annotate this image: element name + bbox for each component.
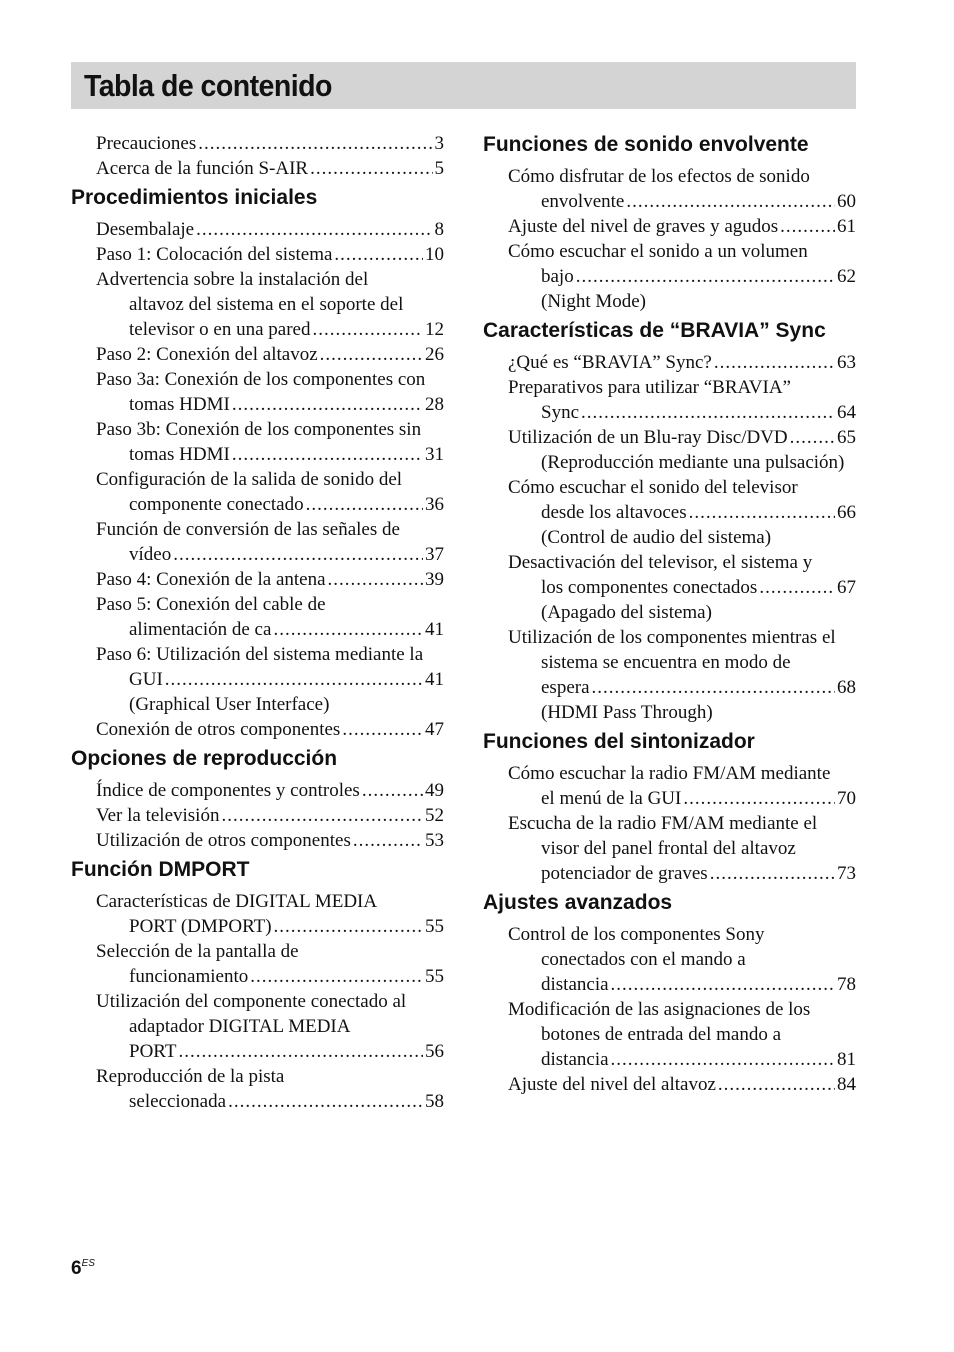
toc-intro-entries	[96, 131, 444, 181]
toc-entry-last-line	[96, 1089, 444, 1114]
toc-entry[interactable]	[508, 550, 856, 625]
toc-entry-line: Selección de la pantalla de	[96, 941, 299, 962]
toc-entry[interactable]	[96, 803, 444, 828]
toc-entry[interactable]	[96, 217, 444, 242]
toc-entry-line: Desactivación del televisor, el sistema y	[508, 552, 813, 573]
toc-entry-line: Paso 6: Utilización del sistema mediante la	[96, 644, 424, 665]
toc-entry-text: funcionamiento	[129, 966, 249, 987]
toc-entry-line: Escucha de la radio FM/AM mediante el	[508, 813, 818, 834]
toc-entry-text: envolvente	[541, 191, 625, 212]
section-heading: Funciones de sonido envolvente	[483, 133, 809, 156]
toc-page-number: 60	[837, 191, 856, 212]
section-entries	[508, 922, 856, 1097]
toc-entry-line: Utilización del componente conectado al	[96, 991, 407, 1012]
toc-page-number: 10	[425, 244, 444, 265]
dot-leader	[611, 1047, 835, 1072]
dot-leader	[592, 675, 835, 700]
toc-page-number: 63	[837, 352, 856, 373]
toc-entry-line: Cómo escuchar la radio FM/AM mediante	[508, 763, 831, 784]
toc-entry[interactable]	[508, 214, 856, 239]
toc-page-number: 47	[425, 719, 444, 740]
section-entries	[508, 350, 856, 725]
section-entries	[96, 217, 444, 742]
toc-entry[interactable]	[96, 717, 444, 742]
toc-page-number: 52	[425, 805, 444, 826]
dot-leader	[710, 861, 835, 886]
dot-leader	[232, 442, 423, 467]
toc-entry-text: televisor o en una pared	[129, 319, 311, 340]
toc-entry-text: Sync	[541, 402, 579, 423]
toc-entry-last-line	[508, 264, 856, 289]
dot-leader	[581, 400, 835, 425]
toc-entry-line: Características de DIGITAL MEDIA	[96, 891, 378, 912]
dot-leader	[342, 717, 423, 742]
dot-leader	[759, 575, 835, 600]
toc-entry[interactable]	[96, 939, 444, 989]
section-entries	[508, 761, 856, 886]
toc-page-number: 3	[434, 133, 444, 154]
toc-entry-line: altavoz del sistema en el soporte del	[129, 294, 404, 315]
toc-entry-last-line	[96, 914, 444, 939]
toc-page-number: 55	[425, 916, 444, 937]
toc-page-number: 73	[837, 863, 856, 884]
toc-entry-text: Paso 4: Conexión de la antena	[96, 569, 326, 590]
toc-entry-last-line	[508, 1072, 856, 1097]
toc-entry-text: tomas HDMI	[129, 394, 230, 415]
toc-entry-last-line	[508, 500, 856, 525]
dot-leader	[273, 617, 423, 642]
toc-left-sections	[71, 184, 444, 1114]
toc-entry-last-line	[96, 442, 444, 467]
section-heading: Función DMPORT	[71, 858, 250, 881]
dot-leader	[689, 500, 835, 525]
toc-entry-last-line	[96, 242, 444, 267]
toc-entry-text: Paso 2: Conexión del altavoz	[96, 344, 318, 365]
toc-entry-line: visor del panel frontal del altavoz	[541, 838, 796, 859]
toc-entry[interactable]	[96, 267, 444, 342]
toc-entry[interactable]	[96, 642, 444, 717]
toc-entry-text: Conexión de otros componentes	[96, 719, 341, 740]
toc-column-left	[71, 131, 444, 1114]
toc-entry-last-line	[96, 964, 444, 989]
toc-entry-last-line	[508, 189, 856, 214]
toc-entry-line: Función de conversión de las señales de	[96, 519, 400, 540]
toc-entry-text: el menú de la GUI	[541, 788, 682, 809]
toc-page-number: 37	[425, 544, 444, 565]
dot-leader	[165, 667, 423, 692]
toc-entry-note: (Apagado del sistema)	[541, 602, 712, 623]
dot-leader	[626, 189, 835, 214]
dot-leader	[228, 1089, 423, 1114]
section-entries	[96, 889, 444, 1114]
toc-page-number: 26	[425, 344, 444, 365]
toc-page-number: 28	[425, 394, 444, 415]
toc-entry-last-line	[96, 567, 444, 592]
toc-entry[interactable]	[96, 592, 444, 642]
title-bar	[71, 62, 856, 109]
toc-page-number: 49	[425, 780, 444, 801]
page-number-value: 6	[71, 1258, 82, 1279]
toc-entry-last-line	[96, 778, 444, 803]
toc-entry-line: Control de los componentes Sony	[508, 924, 765, 945]
dot-leader	[790, 425, 835, 450]
toc-entry-text: seleccionada	[129, 1091, 227, 1112]
toc-entry-last-line	[508, 400, 856, 425]
toc-entry-last-line	[96, 1039, 444, 1064]
dot-leader	[780, 214, 835, 239]
toc-page-number: 41	[425, 619, 444, 640]
toc-page-number: 67	[837, 577, 856, 598]
toc-entry[interactable]	[96, 778, 444, 803]
toc-entry[interactable]	[96, 1064, 444, 1114]
toc-page-number: 66	[837, 502, 856, 523]
toc-entry-last-line	[96, 542, 444, 567]
toc-entry[interactable]	[96, 517, 444, 567]
dot-leader	[196, 217, 432, 242]
toc-entry[interactable]	[508, 239, 856, 314]
toc-page-number: 53	[425, 830, 444, 851]
section-heading: Ajustes avanzados	[483, 891, 673, 914]
toc-page-number: 62	[837, 266, 856, 287]
section-heading: Características de “BRAVIA” Sync	[483, 319, 826, 342]
dot-leader	[232, 392, 423, 417]
toc-entry-text: alimentación de ca	[129, 619, 272, 640]
toc-entry[interactable]	[96, 131, 444, 156]
toc-entry-line: botones de entrada del mando a	[541, 1024, 782, 1045]
toc-entry-last-line	[96, 667, 444, 692]
toc-page-number: 36	[425, 494, 444, 515]
toc-entry[interactable]	[508, 425, 856, 475]
toc-entry-last-line	[96, 131, 444, 156]
toc-entry-text: GUI	[129, 669, 163, 690]
toc-entry-text: Utilización de otros componentes	[96, 830, 351, 851]
toc-entry-text: componente conectado	[129, 494, 304, 515]
toc-entry-line: Paso 3a: Conexión de los componentes con	[96, 369, 426, 390]
toc-entry-text: PORT (DMPORT)	[129, 916, 272, 937]
toc-entry-last-line	[96, 717, 444, 742]
section-heading: Funciones del sintonizador	[483, 730, 755, 753]
dot-leader	[718, 1072, 835, 1097]
toc-entry[interactable]	[96, 828, 444, 853]
toc-entry[interactable]	[96, 342, 444, 367]
toc-entry-line: Configuración de la salida de sonido del	[96, 469, 403, 490]
toc-page-number: 41	[425, 669, 444, 690]
toc-entry-line: Paso 5: Conexión del cable de	[96, 594, 326, 615]
dot-leader	[334, 242, 423, 267]
toc-entry[interactable]	[96, 889, 444, 939]
toc-page-number: 5	[434, 158, 444, 179]
toc-entry-last-line	[508, 575, 856, 600]
dot-leader	[683, 786, 835, 811]
page-title: Tabla de contenido	[84, 68, 332, 103]
toc-page-number: 64	[837, 402, 856, 423]
toc-page-number: 81	[837, 1049, 856, 1070]
toc-column-right	[483, 131, 856, 1097]
toc-entry-line: Preparativos para utilizar “BRAVIA”	[508, 377, 791, 398]
dot-leader	[178, 1039, 423, 1064]
toc-entry[interactable]	[508, 475, 856, 550]
toc-page-number: 56	[425, 1041, 444, 1062]
toc-entry-text: Paso 1: Colocación del sistema	[96, 244, 333, 265]
dot-leader	[312, 317, 423, 342]
toc-entry-text: Ver la televisión	[96, 805, 220, 826]
dot-leader	[274, 914, 423, 939]
toc-entry-last-line	[96, 828, 444, 853]
toc-page-number: 8	[434, 219, 444, 240]
toc-entry-line: Cómo escuchar el sonido del televisor	[508, 477, 798, 498]
toc-entry-last-line	[96, 217, 444, 242]
dot-leader	[362, 778, 423, 803]
toc-entry-line: conectados con el mando a	[541, 949, 746, 970]
dot-leader	[306, 492, 423, 517]
toc-entry-line: Cómo disfrutar de los efectos de sonido	[508, 166, 810, 187]
dot-leader	[221, 803, 423, 828]
toc-entry-last-line	[508, 861, 856, 886]
dot-leader	[611, 972, 835, 997]
toc-entry[interactable]	[508, 997, 856, 1072]
page-number	[71, 1258, 95, 1280]
section-heading: Opciones de reproducción	[71, 747, 338, 770]
toc-entry-text: Utilización de un Blu-ray Disc/DVD	[508, 427, 788, 448]
toc-entry-line: Paso 3b: Conexión de los componentes sin	[96, 419, 422, 440]
toc-entry[interactable]	[96, 467, 444, 517]
toc-entry-line: sistema se encuentra en modo de	[541, 652, 791, 673]
toc-entry-text: vídeo	[129, 544, 172, 565]
toc-entry-text: PORT	[129, 1041, 177, 1062]
toc-entry-text: Ajuste del nivel de graves y agudos	[508, 216, 779, 237]
toc-page-number: 58	[425, 1091, 444, 1112]
toc-entry-text: Precauciones	[96, 133, 197, 154]
dot-leader	[353, 828, 423, 853]
toc-entry-line: Reproducción de la pista	[96, 1066, 285, 1087]
toc-entry-last-line	[96, 392, 444, 417]
dot-leader	[320, 342, 423, 367]
toc-page-number: 78	[837, 974, 856, 995]
toc-entry-text: los componentes conectados	[541, 577, 758, 598]
toc-entry-last-line	[508, 786, 856, 811]
toc-entry-text: Acerca de la función S-AIR	[96, 158, 309, 179]
page-language-suffix: ES	[81, 1258, 95, 1269]
toc-entry-last-line	[508, 214, 856, 239]
section-entries	[508, 164, 856, 314]
toc-entry-last-line	[508, 972, 856, 997]
dot-leader	[328, 567, 423, 592]
toc-entry-last-line	[508, 675, 856, 700]
toc-entry[interactable]	[508, 1072, 856, 1097]
toc-entry[interactable]	[508, 375, 856, 425]
toc-entry-last-line	[96, 492, 444, 517]
toc-entry-note: (Reproducción mediante una pulsación)	[541, 452, 845, 473]
toc-entry-text: bajo	[541, 266, 574, 287]
toc-entry[interactable]	[96, 989, 444, 1064]
toc-entry-last-line	[508, 425, 856, 450]
toc-entry[interactable]	[96, 367, 444, 417]
toc-entry-line: Cómo escuchar el sonido a un volumen	[508, 241, 808, 262]
toc-entry-last-line	[96, 342, 444, 367]
toc-entry-note: (Night Mode)	[541, 291, 647, 312]
toc-entry-text: Índice de componentes y controles	[96, 780, 360, 801]
toc-entry-last-line	[96, 617, 444, 642]
toc-entry-text: tomas HDMI	[129, 444, 230, 465]
dot-leader	[250, 964, 423, 989]
toc-entry-text: distancia	[541, 974, 609, 995]
toc-page-number: 61	[837, 216, 856, 237]
toc-entry-text: Desembalaje	[96, 219, 195, 240]
toc-entry-line: Advertencia sobre la instalación del	[96, 269, 369, 290]
toc-entry[interactable]	[508, 811, 856, 886]
toc-entry-line: Utilización de los componentes mientras el	[508, 627, 836, 648]
toc-entry[interactable]	[508, 625, 856, 725]
toc-page-number: 70	[837, 788, 856, 809]
toc-page-number: 31	[425, 444, 444, 465]
toc-entry-text: desde los altavoces	[541, 502, 687, 523]
toc-entry-text: ¿Qué es “BRAVIA” Sync?	[508, 352, 712, 373]
toc-entry-text: Ajuste del nivel del altavoz	[508, 1074, 716, 1095]
toc-entry[interactable]	[96, 567, 444, 592]
toc-entry-note: (Graphical User Interface)	[129, 694, 330, 715]
toc-entry[interactable]	[508, 164, 856, 214]
toc-entry-last-line	[508, 350, 856, 375]
toc-entry-text: espera	[541, 677, 590, 698]
toc-entry-last-line	[508, 1047, 856, 1072]
dot-leader	[173, 542, 423, 567]
dot-leader	[714, 350, 835, 375]
toc-entry[interactable]	[508, 350, 856, 375]
toc-page-number: 84	[837, 1074, 856, 1095]
toc-page-number: 68	[837, 677, 856, 698]
toc-entry[interactable]	[96, 417, 444, 467]
toc-entry[interactable]	[96, 242, 444, 267]
toc-page-number: 39	[425, 569, 444, 590]
toc-entry-last-line	[96, 317, 444, 342]
toc-entry-line: adaptador DIGITAL MEDIA	[129, 1016, 351, 1037]
section-heading: Procedimientos iniciales	[71, 186, 318, 209]
toc-entry-note: (Control de audio del sistema)	[541, 527, 772, 548]
toc-right-sections	[483, 131, 856, 1097]
dot-leader	[198, 131, 432, 156]
toc-entry-line: Modificación de las asignaciones de los	[508, 999, 811, 1020]
dot-leader	[576, 264, 835, 289]
dot-leader	[310, 156, 432, 181]
toc-entry-text: distancia	[541, 1049, 609, 1070]
toc-entry-last-line	[96, 156, 444, 181]
toc-entry[interactable]	[508, 761, 856, 811]
toc-entry[interactable]	[96, 156, 444, 181]
toc-page-number: 65	[837, 427, 856, 448]
toc-entry-text: potenciador de graves	[541, 863, 708, 884]
toc-page-number: 12	[425, 319, 444, 340]
section-entries	[96, 778, 444, 853]
toc-entry-last-line	[96, 803, 444, 828]
toc-page-number: 55	[425, 966, 444, 987]
toc-entry-note: (HDMI Pass Through)	[541, 702, 713, 723]
toc-entry[interactable]	[508, 922, 856, 997]
